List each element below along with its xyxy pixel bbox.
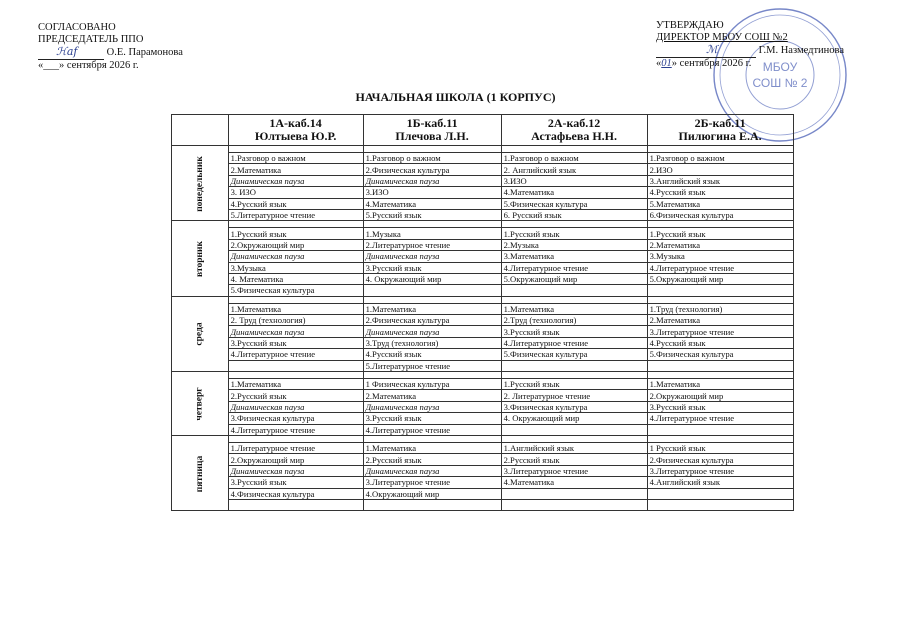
class-name: 1Б-каб.11 [406,116,458,130]
table-row [172,454,794,465]
lesson-cell: Динамическая пауза [363,251,501,262]
lesson-cell: 2.Физическая культура [647,454,793,465]
lesson-cell: 3.Русский язык [228,477,363,488]
lesson-cell [501,360,647,371]
lesson-cell [363,499,501,510]
table-row [172,228,794,239]
svg-text:СОШ № 2: СОШ № 2 [752,76,808,90]
empty-cell [647,435,793,442]
lesson-cell: 1.Математика [363,442,501,453]
lesson-cell: 3.Физическая культура [501,401,647,412]
empty-cell [363,435,501,442]
lesson-cell [501,285,647,296]
lesson-cell: 2.Русский язык [228,390,363,401]
lesson-cell: 5.Физическая культура [228,285,363,296]
lesson-cell: Динамическая пауза [363,326,501,337]
table-row [172,379,794,390]
lesson-cell: 3.Русский язык [501,326,647,337]
teacher-name: Юлтыева Ю.Р. [254,129,337,143]
empty-cell [647,146,793,153]
table-row [172,153,794,164]
empty-cell [363,296,501,303]
lesson-cell: 4.Литературное чтение [501,337,647,348]
lesson-cell: 2.Окружающий мир [647,390,793,401]
lesson-cell [647,360,793,371]
table-row [172,499,794,510]
table-row [172,337,794,348]
lesson-cell: 4.Литературное чтение [647,262,793,273]
lesson-cell: 4.Литературное чтение [363,424,501,435]
table-row [172,413,794,424]
empty-cell [363,372,501,379]
lesson-cell: 4.Математика [501,187,647,198]
day-name: понедельник [194,155,205,212]
lesson-cell: Динамическая пауза [363,465,501,476]
table-row [172,251,794,262]
lesson-cell: 2.Окружающий мир [228,239,363,250]
table-row [172,477,794,488]
approve-label: УТВЕРЖДАЮ [656,20,724,31]
date-line: «___» сентября 2026 г. [38,60,139,71]
lesson-cell: 4.Английский язык [647,477,793,488]
lesson-cell: 4.Русский язык [363,349,501,360]
lesson-cell: 4.Русский язык [647,337,793,348]
empty-cell [501,296,647,303]
lesson-cell: Динамическая пауза [228,326,363,337]
signature-scribble: ℳ [706,43,718,56]
lesson-cell: 3.Музыка [647,251,793,262]
schedule-body [172,146,794,511]
empty-cell [228,296,363,303]
lesson-cell: 2.ИЗО [647,164,793,175]
lesson-cell: 2.Музыка [501,239,647,250]
lesson-cell: 4.Литературное чтение [647,413,793,424]
day-name: среда [194,322,205,346]
lesson-cell: 3.Русский язык [647,401,793,412]
lesson-cell: 2.Русский язык [501,454,647,465]
table-row [172,315,794,326]
corner-cell [172,115,229,146]
lesson-cell: 1.Математика [228,379,363,390]
empty-cell [501,146,647,153]
lesson-cell: 2.Математика [228,164,363,175]
lesson-cell [501,424,647,435]
table-row [172,326,794,337]
lesson-cell: 2.Труд (технология) [501,315,647,326]
lesson-cell: 5.Физическая культура [647,349,793,360]
table-row [172,424,794,435]
empty-cell [228,146,363,153]
svg-text:МБОУ: МБОУ [762,60,798,74]
agreed-label: СОГЛАСОВАНО [38,22,116,33]
empty-cell [647,296,793,303]
empty-cell [228,372,363,379]
lesson-cell: 6. Русский язык [501,209,647,220]
spacer-row [172,435,794,442]
class-header [228,115,363,146]
table-header-row [172,115,794,146]
lesson-cell: 5.Окружающий мир [501,273,647,284]
table-row [172,465,794,476]
table-row [172,401,794,412]
table-row [172,198,794,209]
spacer-row [172,372,794,379]
spacer-row [172,221,794,228]
lesson-cell: 2.Физическая культура [363,315,501,326]
class-header [363,115,501,146]
lesson-cell: 1.Русский язык [228,228,363,239]
approval-block-right [656,20,844,70]
class-name: 1А-каб.14 [269,116,322,130]
teacher-name: Плечова Л.Н. [395,129,469,143]
table-row [172,442,794,453]
lesson-cell: 5.Литературное чтение [228,209,363,220]
lesson-cell: 3.ИЗО [363,187,501,198]
lesson-cell: 5.Литературное чтение [363,360,501,371]
lesson-cell: 1.Разговор о важном [647,153,793,164]
lesson-cell: Динамическая пауза [363,175,501,186]
day-name: вторник [194,241,205,277]
lesson-cell: 3.Физическая культура [228,413,363,424]
lesson-cell: 4. Окружающий мир [501,413,647,424]
date-line [656,58,844,70]
table-row [172,285,794,296]
lesson-cell: 4.Физическая культура [228,488,363,499]
schedule-table [171,114,794,511]
lesson-cell: 1.Разговор о важном [501,153,647,164]
spacer-row [172,146,794,153]
class-header [647,115,793,146]
lesson-cell: 1.Математика [501,303,647,314]
day-label [172,435,229,510]
day-label [172,296,229,371]
lesson-cell: 1.Разговор о важном [363,153,501,164]
table-row [172,262,794,273]
table-row [172,175,794,186]
day-name: пятница [194,455,205,492]
signature-line [656,44,844,58]
empty-cell [501,372,647,379]
lesson-cell [647,499,793,510]
table-row [172,390,794,401]
table-row [172,303,794,314]
lesson-cell: 4.Литературное чтение [228,424,363,435]
lesson-cell: 3.Русский язык [363,262,501,273]
lesson-cell: 1.Русский язык [647,228,793,239]
lesson-cell: 4. Окружающий мир [363,273,501,284]
class-name: 2Б-каб.11 [694,116,746,130]
lesson-cell: Динамическая пауза [228,401,363,412]
lesson-cell: 2.Математика [363,390,501,401]
lesson-cell: 2.Окружающий мир [228,454,363,465]
teacher-name: Астафьева Н.Н. [531,129,618,143]
lesson-cell: 3.Русский язык [363,413,501,424]
lesson-cell: 3.Литературное чтение [647,326,793,337]
signature-name: Г.М. Назмедтинова [758,45,845,56]
lesson-cell: 1.Математика [228,303,363,314]
lesson-cell: 1.Музыка [363,228,501,239]
day-label [172,372,229,436]
lesson-cell: 3.Музыка [228,262,363,273]
empty-cell [228,435,363,442]
lesson-cell [363,285,501,296]
lesson-cell [647,424,793,435]
table-row [172,239,794,250]
signature-scribble: ℋaf [56,45,78,58]
lesson-cell: 5.Физическая культура [501,349,647,360]
table-row [172,209,794,220]
lesson-cell: Динамическая пауза [228,465,363,476]
page-title: НАЧАЛЬНАЯ ШКОЛА (1 КОРПУС) [355,90,556,104]
day-name: четверг [194,387,205,421]
date-prefix: « [656,58,662,69]
lesson-cell: 4.Русский язык [228,198,363,209]
table-row [172,360,794,371]
lesson-cell: 4.Литературное чтение [228,349,363,360]
approval-block-left [38,22,183,72]
table-row [172,273,794,284]
lesson-cell: 1.Разговор о важном [228,153,363,164]
class-name: 2А-каб.12 [547,116,601,130]
lesson-cell: 1.Труд (технология) [647,303,793,314]
lesson-cell: 5.Математика [647,198,793,209]
lesson-cell: 3.Русский язык [228,337,363,348]
empty-cell [501,435,647,442]
day-label [172,221,229,296]
lesson-cell: 4.Математика [363,198,501,209]
lesson-cell: 2.Русский язык [363,454,501,465]
lesson-cell [501,488,647,499]
empty-cell [363,146,501,153]
teacher-name: Пилюгина Е.А. [678,129,762,143]
empty-cell [228,221,363,228]
lesson-cell: 2. Труд (технология) [228,315,363,326]
lesson-cell: 2. Английский язык [501,164,647,175]
lesson-cell: 2.Физическая культура [363,164,501,175]
class-header [501,115,647,146]
lesson-cell: 4.Литературное чтение [501,262,647,273]
lesson-cell: 3.Труд (технология) [363,337,501,348]
lesson-cell: 2.Математика [647,315,793,326]
lesson-cell [501,499,647,510]
lesson-cell: 5.Русский язык [363,209,501,220]
lesson-cell: 1.Литературное чтение [228,442,363,453]
empty-cell [501,221,647,228]
lesson-cell: 5.Окружающий мир [647,273,793,284]
lesson-cell [228,499,363,510]
director-label: ДИРЕКТОР МБОУ СОШ №2 [656,32,788,43]
lesson-cell [228,360,363,371]
date-day: 01 [661,58,672,69]
lesson-cell: 1.Математика [363,303,501,314]
empty-cell [647,221,793,228]
table-row [172,164,794,175]
lesson-cell: 5.Физическая культура [501,198,647,209]
lesson-cell: 3.Литературное чтение [647,465,793,476]
lesson-cell: Динамическая пауза [228,175,363,186]
lesson-cell: 1.Русский язык [501,379,647,390]
lesson-cell: 1.Русский язык [501,228,647,239]
lesson-cell: 4.Математика [501,477,647,488]
lesson-cell: 1.Английский язык [501,442,647,453]
lesson-cell: 3.Математика [501,251,647,262]
day-label [172,146,229,221]
signature-name: О.Е. Парамонова [106,47,183,58]
date-suffix: » сентября 2026 г. [671,58,752,69]
lesson-cell: Динамическая пауза [363,401,501,412]
lesson-cell: 1 Русский язык [647,442,793,453]
spacer-row [172,296,794,303]
lesson-cell: 1.Математика [647,379,793,390]
lesson-cell: Динамическая пауза [228,251,363,262]
table-row [172,187,794,198]
lesson-cell: 2.Математика [647,239,793,250]
union-chair-label: ПРЕДСЕДАТЕЛЬ ППО [38,34,144,45]
table-row [172,488,794,499]
lesson-cell: 4.Окружающий мир [363,488,501,499]
lesson-cell [647,285,793,296]
lesson-cell: 2.Литературное чтение [363,239,501,250]
table-row [172,349,794,360]
empty-cell [647,372,793,379]
lesson-cell: 3. ИЗО [228,187,363,198]
lesson-cell: 3.Литературное чтение [501,465,647,476]
lesson-cell: 4. Математика [228,273,363,284]
signature-line [38,46,183,60]
lesson-cell: 4.Русский язык [647,187,793,198]
lesson-cell: 2. Литературное чтение [501,390,647,401]
lesson-cell: 3.Литературное чтение [363,477,501,488]
lesson-cell: 3.ИЗО [501,175,647,186]
empty-cell [363,221,501,228]
lesson-cell [647,488,793,499]
lesson-cell: 6.Физическая культура [647,209,793,220]
lesson-cell: 3.Английский язык [647,175,793,186]
lesson-cell: 1 Физическая культура [363,379,501,390]
